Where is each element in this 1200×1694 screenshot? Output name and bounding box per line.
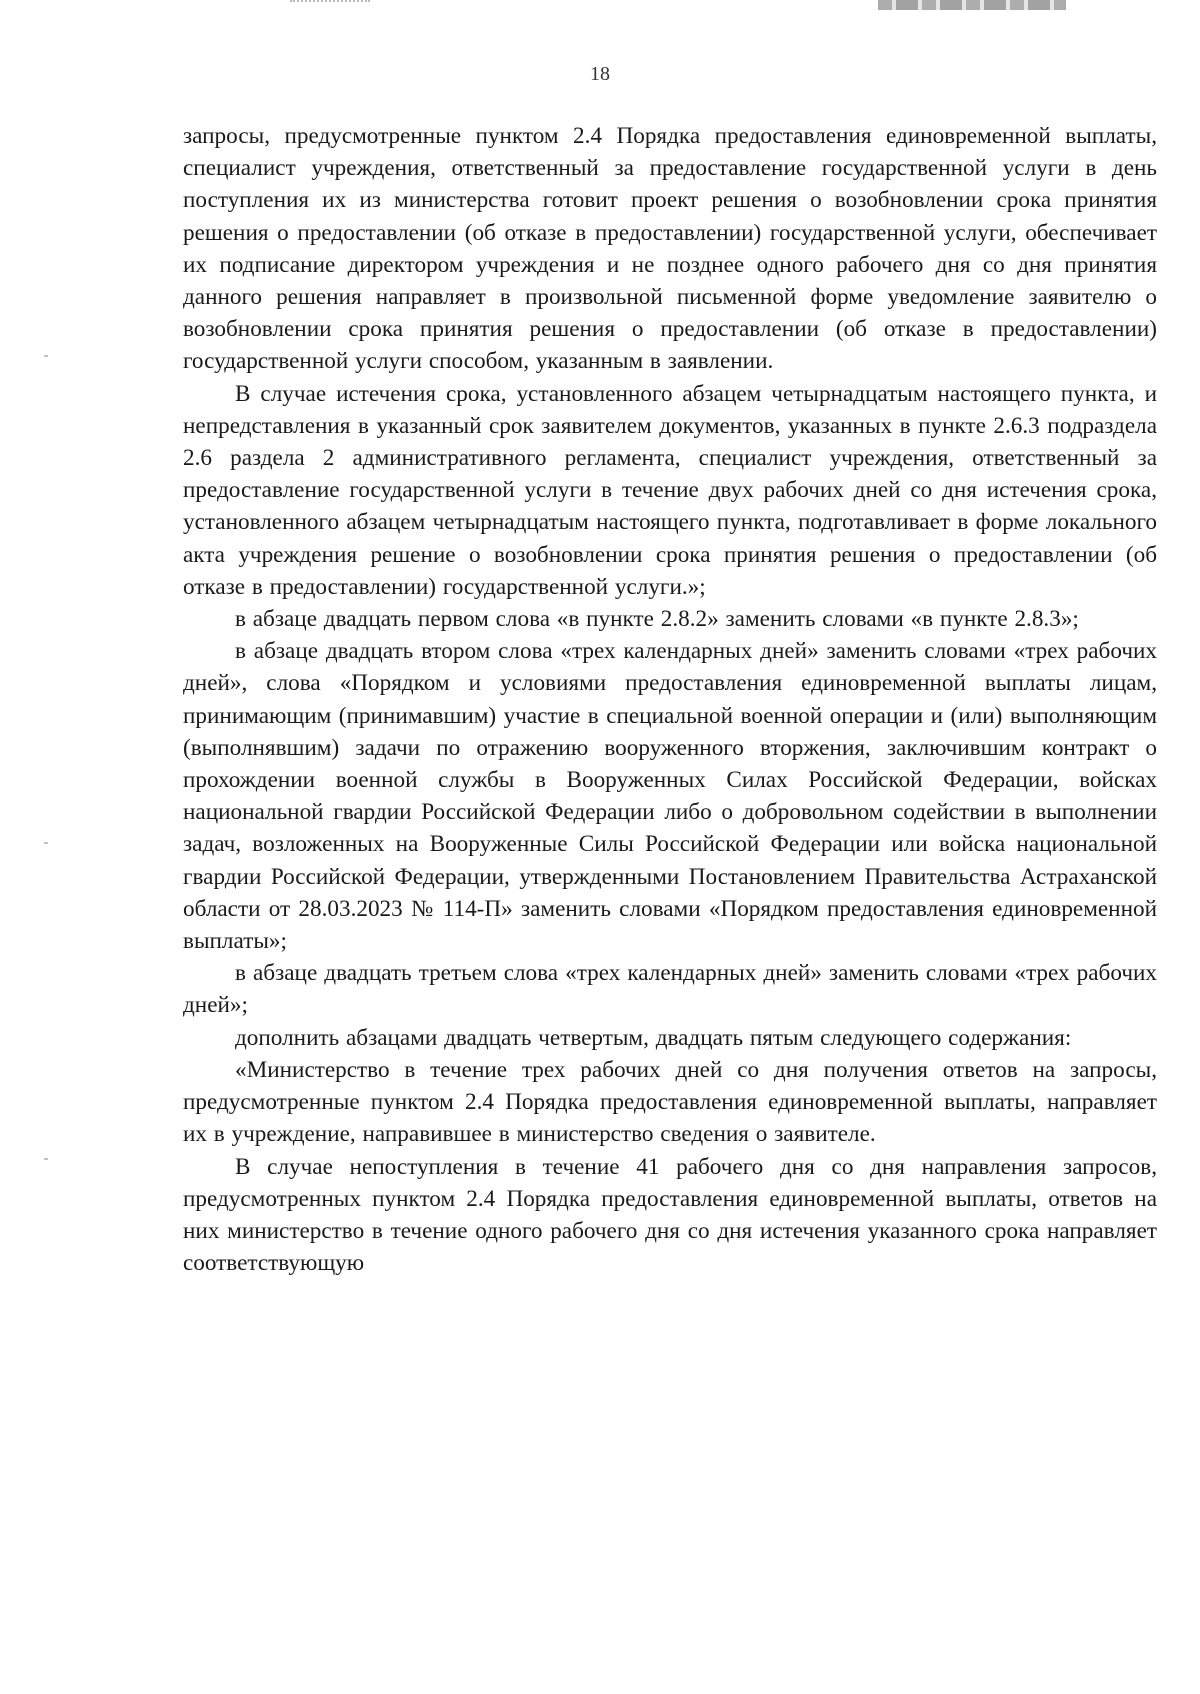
paragraph-ministry-responses: «Министерство в течение трех рабочих дней со дня получения ответов на запросы, предусмотренные пунктом 2.4 Порядка предоставления единовременной выплаты, направляет их в учреждение, направившее в министерство сведения о заявителе. (183, 1056, 1157, 1148)
scan-speck (44, 1158, 48, 1160)
document-body (183, 120, 1157, 1279)
scan-artifact-top-right (878, 0, 1066, 10)
paragraph-deadline-expiry: В случае истечения срока, установленного абзацем четырнадцатым настоящего пункта, и непредставления в указанный срок заявителем документов, указанных в пункте 2.6.3 подраздела 2.6 раздела 2 административного регламента, специалист учреждения, ответственный за предоставление государственной услуги в течение двух рабочих дней со дня истечения срока, установленного абзацем четырнадцатым настоящего пункта, подготавливает в форме локального акта учреждения решение о возобновлении срока принятия решения о предоставлении (об отказе в предоставлении) государственной услуги.»; (183, 380, 1157, 600)
paragraph-continuation: запросы, предусмотренные пунктом 2.4 Порядка предоставления единовременной выплаты, специалист учреждения, ответственный за предоставление государственной услуги в день поступления их из министерства готовит проект решения о возобновлении срока принятия решения о предоставлении (об отказе в предоставлении) государственной услуги, обеспечивает их подписание директором учреждения и не позднее одного рабочего дня со дня принятия данного решения направляет в произвольной письменной форме уведомление заявителю о возобновлении срока принятия решения о предоставлении (об отказе в предоставлении) государственной услуги способом, указанным в заявлении. (183, 123, 1157, 375)
paragraph-amendment-22: в абзаце двадцать втором слова «трех календарных дней» заменить словами «трех рабочих дней», слова «Порядком и условиями предоставления единовременной выплаты лицам, принимающим (принимавшим) участие в специальной военной операции и (или) выполняющим (выполнявшим) задачи по отражению вооруженного вторжения, заключившим контракт о прохождении военной службы в Вооруженных Силах Российской Федерации, войсках национальной гвардии Российской Федерации либо о добровольном содействии в выполнении задач, возложенных на Вооруженные Силы Российской Федерации или войска национальной гвардии Российской Федерации, утвержденными Постановлением Правительства Астраханской области от 28.03.2023 № 114-П» заменить словами «Порядком предоставления единовременной выплаты»; (183, 638, 1157, 955)
paragraph-no-responses: В случае непоступления в течение 41 рабочего дня со дня направления запросов, предусмотренных пунктом 2.4 Порядка предоставления единовременной выплаты, ответов на них министерство в течение одного рабочего дня со дня истечения указанного срока направляет соответствующую (183, 1153, 1157, 1277)
paragraph-amendment-23: в абзаце двадцать третьем слова «трех календарных дней» заменить словами «трех рабочих дней»; (183, 960, 1157, 1019)
page-number: 18 (590, 63, 610, 85)
scan-speck (44, 842, 48, 844)
paragraph-amendment-21: в абзаце двадцать первом слова «в пункте 2.8.2» заменить словами «в пункте 2.8.3»; (235, 606, 1079, 633)
paragraph-add-24-25: дополнить абзацами двадцать четвертым, двадцать пятым следующего содержания: (235, 1024, 1072, 1051)
scan-artifact-top-left (290, 0, 370, 8)
scan-speck (44, 355, 48, 357)
